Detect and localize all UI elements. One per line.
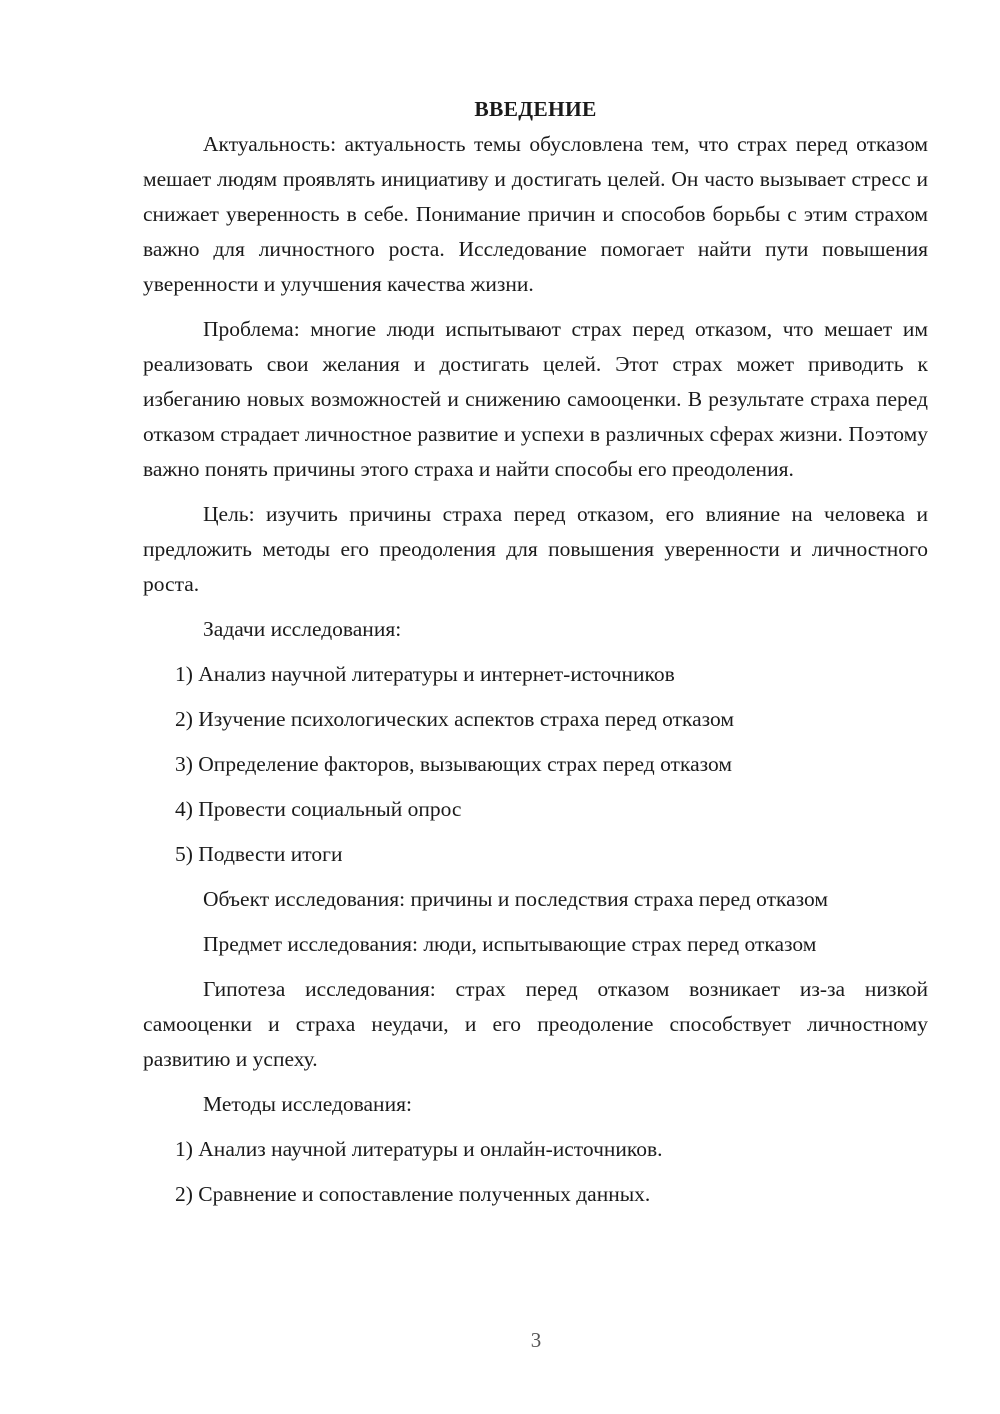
section-title: ВВЕДЕНИЕ	[474, 97, 597, 121]
problem-paragraph: Проблема: многие люди испытывают страх перед отказом, что мешает им реализовать свои желания и достигать целей. Этот страх может приводить к избеганию новых возможностей и снижению самооценки. В результате страха перед отказом страдает личностное развитие и успехи в различных сферах жизни. Поэтому важно понять причины этого страха и найти способы его преодоления.	[143, 317, 928, 481]
document-page	[143, 92, 928, 1222]
task-item: 4) Провести социальный опрос	[175, 797, 462, 821]
task-item: 3) Определение факторов, вызывающих страх перед отказом	[175, 752, 732, 776]
goal-paragraph: Цель: изучить причины страха перед отказом, его влияние на человека и предложить методы его преодоления для повышения уверенности и личностного роста.	[143, 502, 928, 596]
tasks-heading: Задачи исследования:	[203, 617, 402, 641]
methods-heading: Методы исследования:	[203, 1092, 412, 1116]
hypothesis-paragraph: Гипотеза исследования: страх перед отказом возникает из-за низкой самооценки и страха неудачи, и его преодоление способствует личностному развитию и успеху.	[143, 977, 928, 1071]
task-item: 5) Подвести итоги	[175, 842, 343, 866]
subject-line: Предмет исследования: люди, испытывающие страх перед отказом	[203, 932, 817, 956]
task-item: 1) Анализ научной литературы и интернет-источников	[175, 662, 675, 686]
relevance-paragraph: Актуальность: актуальность темы обусловлена тем, что страх перед отказом мешает людям проявлять инициативу и достигать целей. Он часто вызывает стресс и снижает уверенность в себе. Понимание причин и способов борьбы с этим страхом важно для личностного роста. Исследование помогает найти пути повышения уверенности и улучшения качества жизни.	[143, 132, 928, 296]
object-line: Объект исследования: причины и последствия страха перед отказом	[203, 887, 828, 911]
page-number: 3	[530, 1328, 542, 1352]
method-item: 2) Сравнение и сопоставление полученных данных.	[175, 1182, 651, 1206]
task-item: 2) Изучение психологических аспектов страха перед отказом	[175, 707, 734, 731]
method-item: 1) Анализ научной литературы и онлайн-источников.	[175, 1137, 663, 1161]
